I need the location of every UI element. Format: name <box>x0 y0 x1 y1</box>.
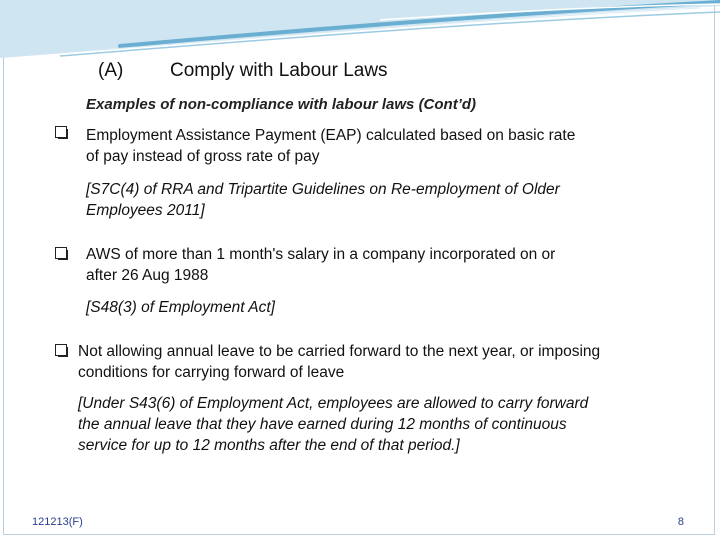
text-line: conditions for carrying forward of leave <box>78 364 345 381</box>
slide-subtitle: Examples of non-compliance with labour laws (Cont’d) <box>86 96 477 113</box>
text-line: after 26 Aug 1988 <box>86 267 209 284</box>
legal-reference <box>78 393 588 456</box>
checkbox-bullet-icon <box>55 344 68 357</box>
checkbox-bullet-icon <box>55 247 68 260</box>
text-line: AWS of more than 1 month's salary in a company incorporated on or <box>86 246 556 263</box>
page-number: 8 <box>677 516 684 528</box>
slide-title <box>98 60 388 82</box>
ref-line: [S48(3) of Employment Act] <box>86 299 275 316</box>
ref-line: [Under S43(6) of Employment Act, employees are allowed to carry forward <box>78 395 589 412</box>
checkbox-bullet-icon <box>55 126 68 139</box>
title-text: Comply with Labour Laws <box>170 60 388 81</box>
list-item-text <box>86 125 575 167</box>
text-line: of pay instead of gross rate of pay <box>86 148 320 165</box>
ref-line: service for up to 12 months after the end of that period.] <box>78 437 460 454</box>
footer-code: 121213(F) <box>32 516 83 528</box>
ref-line: Employees 2011] <box>86 202 205 219</box>
legal-reference <box>86 297 275 318</box>
ref-line: [S7C(4) of RRA and Tripartite Guidelines on Re-employment of Older <box>86 181 560 198</box>
list-item-text <box>86 244 555 286</box>
list-item-text <box>78 341 600 383</box>
text-line: Employment Assistance Payment (EAP) calculated based on basic rate <box>86 127 576 144</box>
title-number: (A) <box>98 60 124 81</box>
text-line: Not allowing annual leave to be carried forward to the next year, or imposing <box>78 343 601 360</box>
legal-reference <box>86 179 560 221</box>
ref-line: the annual leave that they have earned during 12 months of continuous <box>78 416 567 433</box>
